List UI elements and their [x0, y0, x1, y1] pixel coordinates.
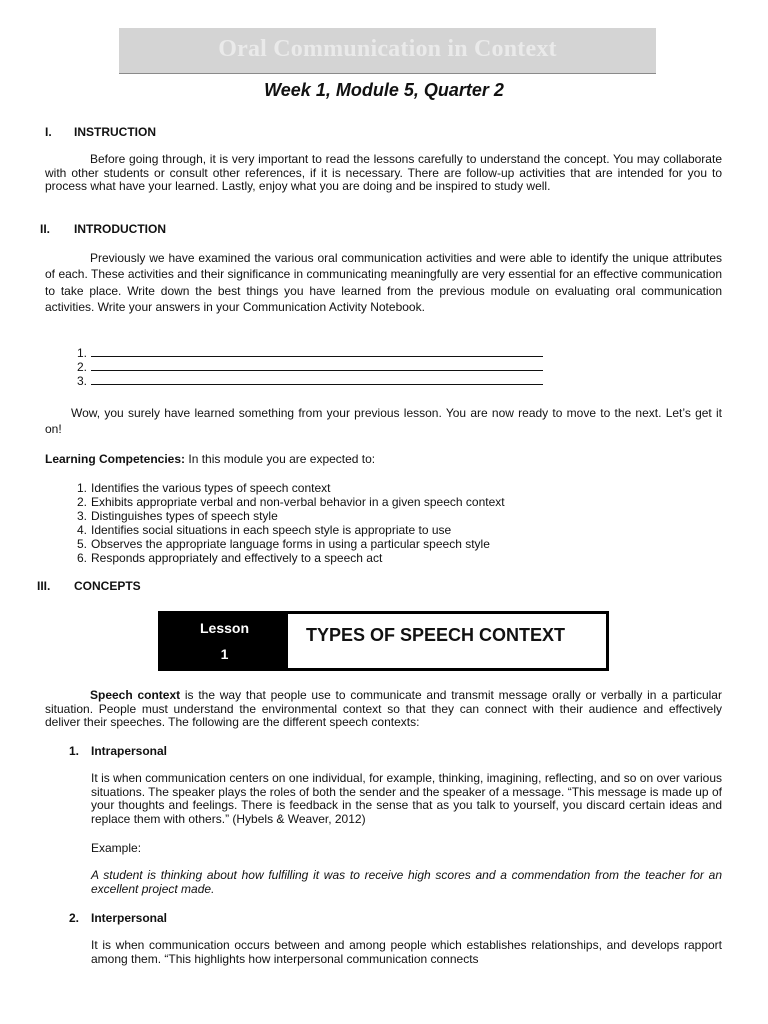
course-title: Oral Communication in Context [218, 36, 557, 62]
answer-blank-line [91, 374, 543, 385]
interpersonal-paragraph: It is when communication occurs between and among people which establishes relationships, and develops rapport among them. “This highlights how interpersonal communication connects [91, 938, 722, 966]
speech-context-term: Speech context [90, 688, 181, 702]
section-number: III. [37, 579, 51, 593]
speech-context-paragraph: Speech context is the way that people use to communicate and transmit message orally or verbally in a particular situation. People must understand the environmental context so that they can connect with their audience and effectively deliver their speeches. The following are the different speech contexts: [45, 688, 722, 729]
intrapersonal-paragraph: It is when communication centers on one individual, for example, thinking, imagining, reflecting, and so on over various situations. The speaker plays the roles of both the sender and the speaker of a message. “This message is made up of your thoughts and feelings. There is feedback in the sense that as you talk to yourself, you discard certain ideas and replace them with others.” (Hybels & Weaver, 2012) [91, 771, 722, 826]
example-label: Example: [91, 841, 142, 855]
example-text: A student is thinking about how fulfilling it was to receive high scores and a commendation from the teacher for an excellent project made. [91, 868, 722, 896]
module-subtitle: Week 1, Module 5, Quarter 2 [264, 80, 504, 100]
instruction-paragraph: Before going through, it is very important to read the lessons carefully to understand the concept. You may collaborate with other students or consult other references, if it is necessary. There are follow-up activities that are intended for you to process what have your learned. Lastly, enjoy what you are doing and be inspired to study well. [45, 152, 722, 193]
answer-blank-line [91, 346, 543, 357]
lesson-number: 1 [220, 646, 229, 662]
section-title: INSTRUCTION [74, 125, 156, 139]
lesson-title-box [158, 611, 609, 671]
section-number: II. [40, 222, 51, 236]
introduction-paragraph: Previously we have examined the various oral communication activities and were able to identify the unique attributes of each. These activities and their significance in communicating meaningfully are very essential for an effective communication to take place. Write down the best things you have learned from the previous module on evaluating oral communication activities. Write your answers in your Communication Activity Notebook. [45, 251, 722, 314]
lesson-tag [161, 614, 288, 668]
competencies-intro: Learning Competencies: In this module you are expected to: [45, 452, 376, 466]
lesson-title: TYPES OF SPEECH CONTEXT [306, 625, 566, 645]
section-number: I. [45, 125, 52, 139]
followup-paragraph: Wow, you surely have learned something from your previous lesson. You are now ready to move to the next. Let’s get it on! [45, 406, 722, 437]
competencies-label: Learning Competencies: [45, 452, 186, 466]
answer-blank-line [91, 360, 543, 371]
course-title-banner [119, 28, 656, 74]
section-title: INTRODUCTION [74, 222, 166, 236]
section-title: CONCEPTS [74, 579, 141, 593]
lesson-label: Lesson [199, 620, 249, 636]
